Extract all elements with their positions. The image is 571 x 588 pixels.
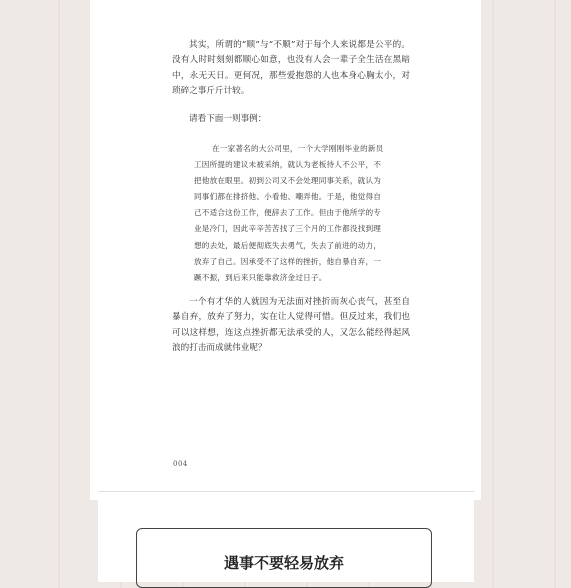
chapter-title-box — [136, 528, 432, 588]
paragraph-text: 请看下面一则事例： — [189, 114, 267, 124]
example-line: 蹶不振，到后来只能靠救济金过日子。 — [194, 272, 327, 282]
example-block — [194, 141, 394, 286]
paragraph-text: 一个有才华的人就因为无法面对挫折而灰心丧气，甚至自暴自弃，放弃了努力，实在让人觉得可惜。但反过来，我们也可以这样想，连这点挫折都无法承受的人，又怎么能经得起风浪的打击而成就伟业呢？ — [172, 297, 410, 354]
example-line: 业是冷门，因此辛辛苦苦找了三个月的工作都没找到理 — [194, 224, 382, 234]
body-paragraph — [172, 295, 410, 357]
example-line: 在一家著名的大公司里，一个大学刚刚毕业的新员 — [212, 144, 384, 153]
body-paragraph — [172, 112, 410, 127]
example-line: 同事们都在排挤他、小看他、嘲弄他。于是，他觉得自 — [194, 192, 382, 202]
chapter-title: 遇事不要轻易放弃 — [223, 554, 344, 572]
book-page — [90, 0, 481, 500]
example-line: 把他放在眼里。初到公司又不会处理同事关系，就认为 — [194, 176, 382, 186]
paragraph-text: 其实，所谓的“顺”与“不顺”对于每个人来说都是公平的。没有人时时刻刻都顺心如意，也没有人会一辈子全生活在黑暗中，永无天日。更何况，那些爱抱怨的人也本身心胸太小，对琐碎之事斤斤计较。 — [172, 40, 410, 97]
example-line: 放弃了自己。因承受不了这样的挫折，他自暴自弃，一 — [194, 256, 382, 266]
page-number: 004 — [173, 460, 188, 468]
body-paragraph — [172, 38, 410, 100]
example-line: 工因所提的建议未被采纳，就认为老板待人不公平，不 — [194, 160, 382, 170]
example-line: 想的去处，最后便彻底失去勇气，失去了前进的动力， — [194, 240, 382, 250]
example-line: 己不适合这份工作，便辞去了工作。但由于他所学的专 — [194, 208, 382, 218]
